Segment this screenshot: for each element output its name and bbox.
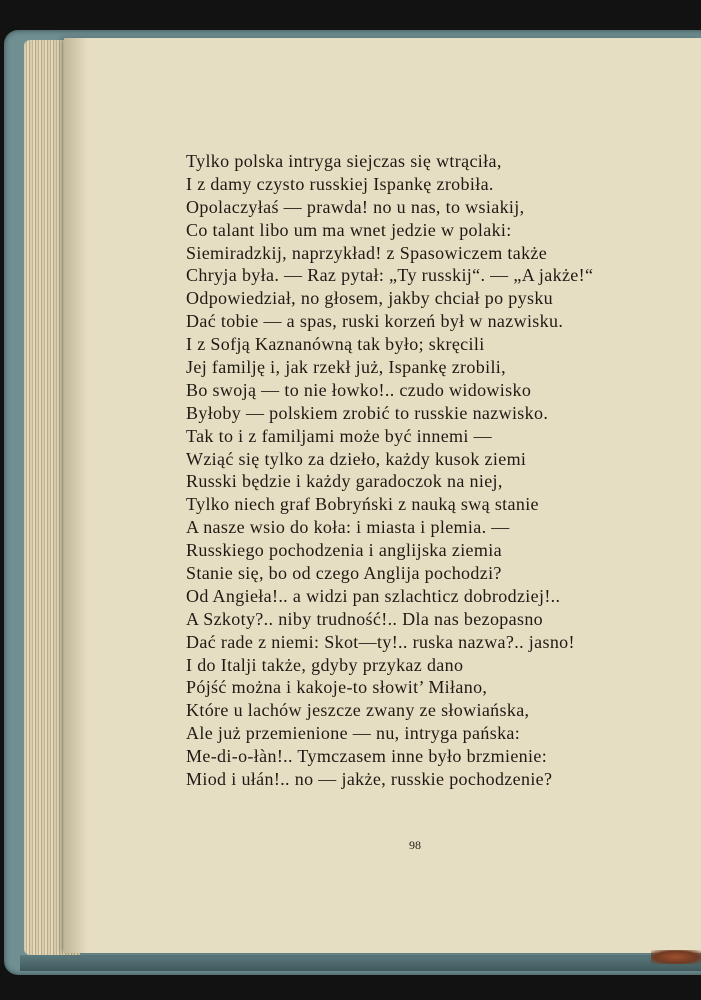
poem-line: Miod i ułán!.. no — jakże, russkie pochodzenie? bbox=[186, 769, 553, 790]
poem-line: Byłoby — polskiem zrobić to russkie nazwisko. bbox=[186, 402, 549, 423]
poem-line: Me‑di‑o‑łàn!.. Tymczasem inne było brzmienie: bbox=[186, 746, 548, 767]
poem-line: A Szkoty?.. niby trudność!.. Dla nas bezopasno bbox=[186, 608, 544, 629]
poem-text bbox=[186, 150, 646, 791]
poem-line: Opolaczyłaś — prawda! no u nas, to wsiakij, bbox=[186, 196, 525, 217]
poem-line: Bo swoją — to nie łowko!.. czudo widowisko bbox=[186, 379, 532, 400]
poem-line: Od Angieła!.. a widzi pan szlachticz dobrodziej!.. bbox=[186, 585, 561, 606]
poem-line: Ale już przemienione — nu, intryga pańska: bbox=[186, 723, 521, 744]
poem-line: Które u lachów jeszcze zwany ze słowiańska, bbox=[186, 700, 530, 721]
cover-stain bbox=[651, 950, 701, 964]
poem-line: Russki będzie i każdy garadoczok na niej, bbox=[186, 471, 503, 492]
poem-line: Wziąć się tylko za dzieło, każdy kusok ziemi bbox=[186, 448, 527, 469]
poem-line: Jej familję i, jak rzekł już, Ispankę zrobili, bbox=[186, 357, 506, 378]
page-number: 98 bbox=[409, 838, 421, 852]
poem-line: Tylko polska intryga siejczas się wtrąciła, bbox=[186, 151, 502, 171]
cover-edge bbox=[20, 955, 701, 971]
poem-line: Stanie się, bo od czego Anglija pochodzi? bbox=[186, 563, 502, 584]
poem-line: Tylko niech graf Bobryński z nauką swą stanie bbox=[186, 494, 539, 515]
poem-line: I z damy czysto russkiej Ispankę zrobiła. bbox=[186, 173, 494, 194]
poem-line: I do Italji także, gdyby przykaz dano bbox=[186, 654, 464, 675]
poem-line: Chryja była. — Raz pytał: „Ty russkij“. — „A jakże!“ bbox=[186, 265, 594, 286]
poem-line: A nasze wsio do koła: i miasta i plemia. — bbox=[186, 517, 510, 538]
poem-line: Dać rade z niemi: Skot—ty!.. ruska nazwa?.. jasno! bbox=[186, 631, 575, 652]
poem-line: Tak to i z familjami może być innemi — bbox=[186, 425, 492, 446]
gutter-shadow bbox=[64, 38, 88, 953]
poem-line: I z Sofją Kaznanówną tak było; skręcili bbox=[186, 334, 485, 355]
poem-line: Dać tobie — a spas, ruski korzeń był w nazwisku. bbox=[186, 311, 564, 332]
poem-line: Siemiradzkij, naprzykład! z Spasowiczem także bbox=[186, 242, 548, 263]
poem-line: Odpowiedział, no głosem, jakby chciał po pysku bbox=[186, 288, 554, 309]
poem-line: Pójść można i kakoje‑to słowit’ Miłano, bbox=[186, 677, 488, 698]
poem-line: Co talant libo um ma wnet jedzie w polaki: bbox=[186, 219, 512, 240]
poem-line: Russkiego pochodzenia i anglijska ziemia bbox=[186, 540, 502, 561]
